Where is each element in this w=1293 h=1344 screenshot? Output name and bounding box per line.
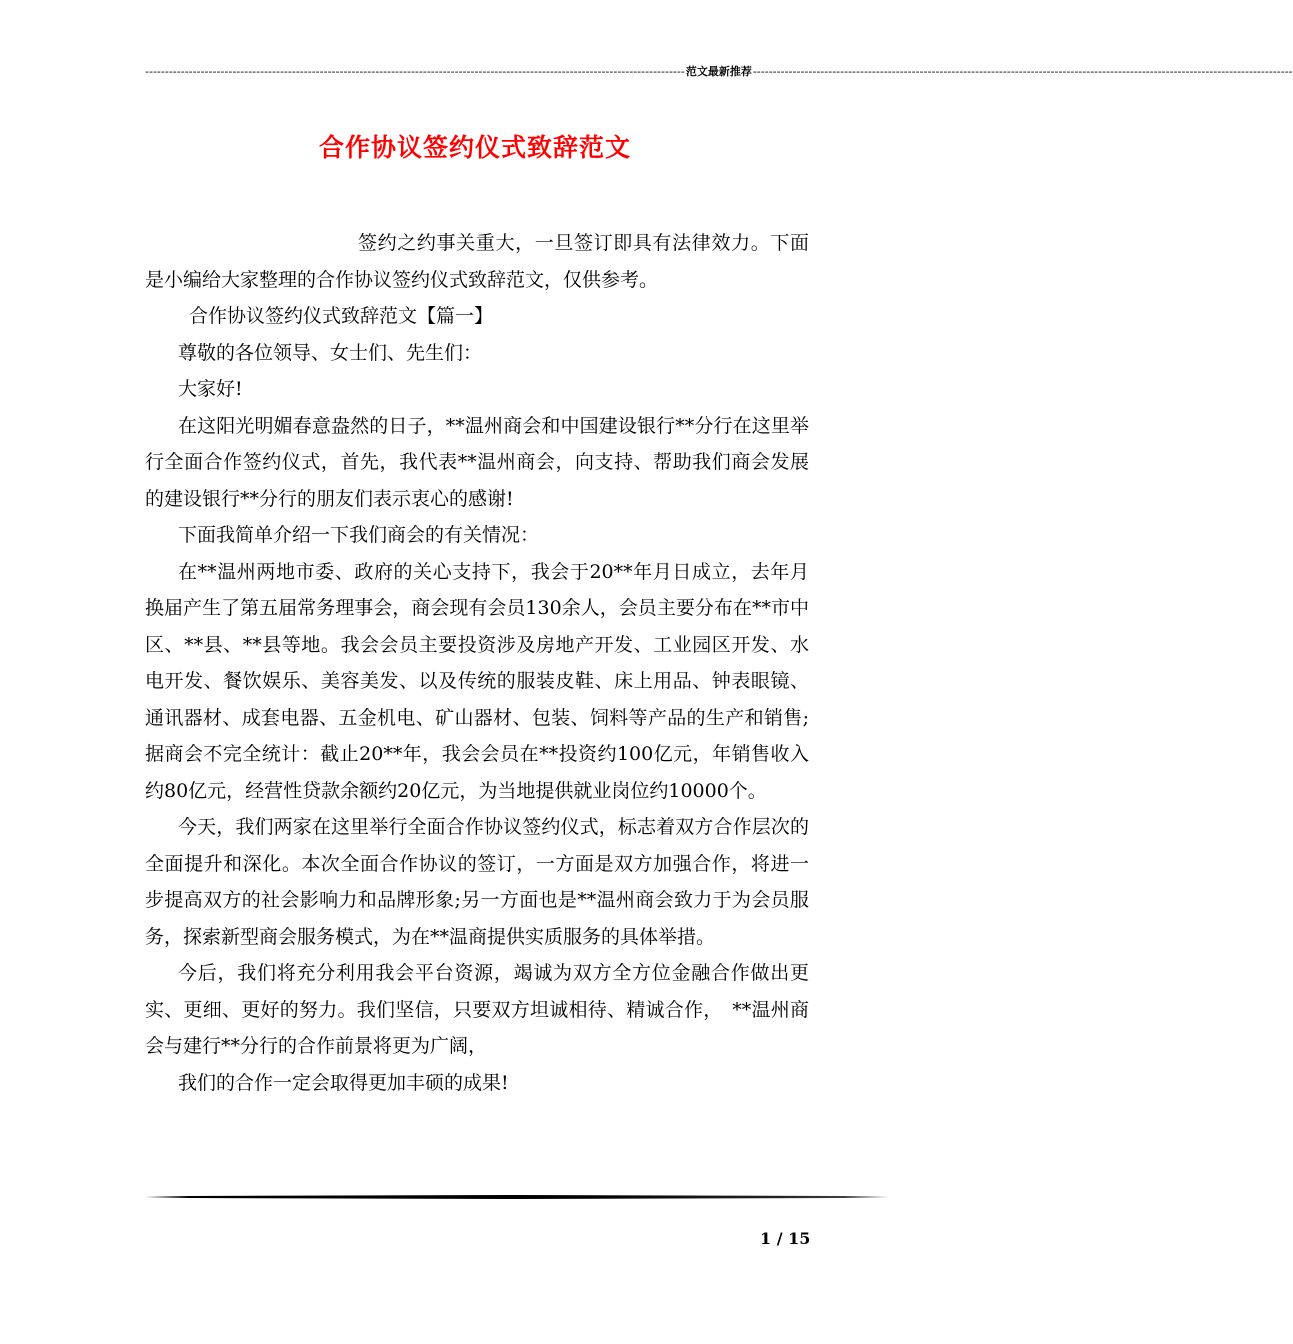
header-dash-left: ---------------------------------------------------------------------------------------------------------------------------------------- (145, 65, 685, 78)
document-title: 合作协议签约仪式致辞范文 (318, 133, 631, 162)
header-dash-right: ---------------------------------------------------------------------------------------------------------------------------------------- (752, 65, 1293, 78)
body-paragraph: 今后，我们将充分利用我会平台资源，竭诚为双方全方位金融合作做出更实、更细、更好的努力。我们坚信，只要双方坦诚相待、精诚合作， **温州商会与建行**分行的合作前景将更为广阔， (145, 962, 809, 1057)
page-header (145, 64, 1293, 80)
intro-paragraph: 签约之约事关重大，一旦签订即具有法律效力。下面是小编给大家整理的合作协议签约仪式致辞范文，仅供参考。 (145, 232, 809, 291)
header-label: 范文最新推荐 (685, 65, 752, 78)
body-paragraph: 在这阳光明媚春意盎然的日子，**温州商会和中国建设银行**分行在这里举行全面合作签约仪式，首先，我代表**温州商会，向支持、帮助我们商会发展的建设银行**分行的朋友们表示衷心的感谢! (145, 414, 809, 510)
document-body (145, 225, 809, 1101)
salutation: 尊敬的各位领导、女士们、先生们： (178, 341, 483, 364)
body-paragraph: 今天，我们两家在这里举行全面合作协议签约仪式，标志着双方合作层次的全面提升和深化。本次全面合作协议的签订，一方面是双方加强合作，将进一步提高双方的社会影响力和品牌形象;另一方面也是**温州商会致力于为会员服务，探索新型商会服务模式，为在**温商提供实质服务的具体举措。 (145, 816, 809, 948)
footer-divider (145, 1195, 889, 1199)
body-paragraph: 在**温州两地市委、政府的关心支持下，我会于20**年月日成立，去年月换届产生了第五届常务理事会，商会现有会员130余人，会员主要分布在**市中区、**县、**县等地。我会会员主要投资涉及房地产开发、工业园区开发、水电开发、餐饮娱乐、美容美发、以及传统的服装皮鞋、床上用品、钟表眼镜、通讯器材、成套电器、五金机电、矿山器材、包装、饲料等产品的生产和销售;据商会不完全统计：截止20**年，我会会员在**投资约100亿元，年销售收入约80亿元，经营性贷款余额约20亿元，为当地提供就业岗位约10000个。 (145, 560, 809, 802)
body-paragraph: 下面我简单介绍一下我们商会的有关情况： (178, 524, 540, 546)
greeting: 大家好! (178, 378, 243, 400)
page-number: 1 / 15 (760, 1229, 811, 1248)
closing-paragraph: 我们的合作一定会取得更加丰硕的成果! (178, 1071, 509, 1094)
section-heading: 合作协议签约仪式致辞范文【篇一】 (189, 305, 494, 327)
